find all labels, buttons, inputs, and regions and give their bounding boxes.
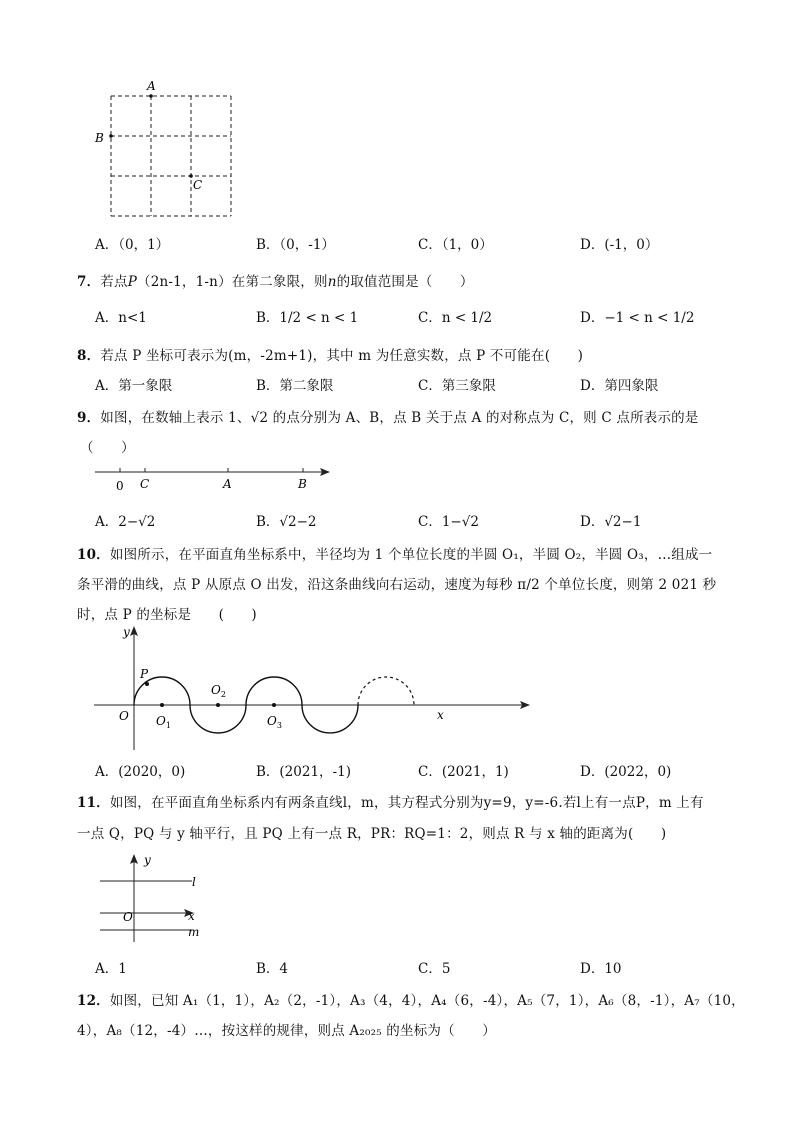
q7-n: n	[327, 274, 337, 290]
q6-option-c[interactable]: C．（1，0）	[418, 237, 493, 253]
label-a: A	[147, 79, 156, 93]
point-a	[149, 94, 153, 98]
question-7	[77, 270, 474, 290]
q11-number: 11．	[77, 795, 110, 811]
q9-option-b[interactable]: B．√2−2	[256, 514, 317, 530]
q9-option-a[interactable]: A．2−√2	[95, 514, 156, 530]
point-o1	[160, 703, 164, 707]
label-c: C	[193, 178, 203, 192]
q7-option-c[interactable]: C．n < 1/2	[418, 310, 493, 326]
question-12-line-1	[77, 989, 745, 1009]
label-c: C	[140, 477, 150, 491]
label-l: l	[192, 875, 196, 889]
q8-option-b[interactable]: B．第二象限	[256, 378, 334, 394]
label-o2: $O_2$	[211, 683, 226, 699]
q7-p: P	[127, 274, 137, 290]
label-m: m	[188, 925, 200, 939]
label-y: y	[144, 853, 151, 867]
q10-option-d[interactable]: D．(2022，0)	[580, 764, 672, 780]
label-x: x	[437, 708, 444, 722]
question-12-line-2: 4），A₈（12，-4）…，按这样的规律，则点 A₂₀₂₅ 的坐标为（ ）	[77, 1023, 496, 1039]
question-10-line-2: 条平滑的曲线，点 P 从原点 O 出发，沿这条曲线向右运动，速度为每秒 π/2 个单位长度，则第 2 021 秒	[77, 577, 717, 593]
question-10-line-1	[77, 543, 712, 563]
point-o3	[272, 703, 276, 707]
q10-option-b[interactable]: B．(2021，-1)	[256, 764, 351, 780]
q8-option-d[interactable]: D．第四象限	[580, 378, 659, 394]
point-p	[145, 682, 149, 686]
q8-option-a[interactable]: A．第一象限	[95, 378, 173, 394]
q7-text-c: 的取值范围是（ ）	[336, 274, 474, 290]
q10-option-a[interactable]: A．(2020，0)	[95, 764, 186, 780]
q11-option-d[interactable]: D．10	[580, 961, 622, 977]
semicircle-curve-dashed	[358, 677, 414, 705]
question-11-line-1	[77, 791, 704, 811]
q10-option-c[interactable]: C．(2021，1)	[418, 764, 509, 780]
label-zero: 0	[116, 479, 124, 493]
q11-line1: 如图，在平面直角坐标系内有两条直线l，m，其方程式分别为y=9，y=-6.若l上有一点P，m 上有	[109, 795, 704, 811]
grid-figure	[90, 76, 250, 226]
q11-option-b[interactable]: B．4	[256, 961, 289, 977]
label-o1: $O_1$	[156, 714, 171, 730]
question-9	[77, 406, 699, 426]
q12-line1: 如图，已知 A₁（1，1），A₂（2，-1），A₃（4，4），A₄（6，-4），A₅（7，1），A₆（8，-1），A₇（10，	[109, 993, 745, 1009]
label-o3: $O_3$	[267, 714, 282, 730]
q6-option-b[interactable]: B．（0，-1）	[256, 237, 335, 253]
label-y: y	[123, 625, 130, 639]
q7-text-b: 在第二象限，则	[231, 274, 328, 290]
q7-coords: （2n-1，1-n）	[137, 274, 232, 290]
q6-option-a[interactable]: A．（0，1）	[95, 237, 170, 253]
q9-option-d[interactable]: D．√2−1	[580, 514, 642, 530]
label-a: A	[223, 477, 232, 491]
question-8	[77, 344, 583, 364]
q9-paren: （ ）	[80, 440, 135, 456]
label-b: B	[95, 131, 104, 145]
q9-text: 如图，在数轴上表示 1、√2 的点分别为 A、B，点 B 关于点 A 的对称点为 C，则 C 点所表示的是	[100, 410, 699, 426]
q7-option-a[interactable]: A．n<1	[95, 310, 147, 326]
q12-number: 12．	[77, 993, 110, 1009]
q9-number: 9．	[77, 410, 101, 426]
q11-option-a[interactable]: A．1	[95, 961, 127, 977]
label-p: P	[140, 667, 149, 681]
q7-option-b[interactable]: B．1/2 < n < 1	[256, 310, 359, 326]
q8-number: 8．	[77, 348, 101, 364]
label-b: B	[298, 477, 307, 491]
label-origin: O	[119, 709, 129, 723]
semicircle-curve-figure	[92, 622, 452, 754]
q8-option-c[interactable]: C．第三象限	[418, 378, 496, 394]
q10-line1: 如图所示，在平面直角坐标系中，半径均为 1 个单位长度的半圆 O₁，半圆 O₂，半圆 O₃，…组成一	[109, 547, 713, 563]
q7-text-a: 若点	[100, 274, 128, 290]
label-x: x	[188, 909, 195, 923]
parallel-lines-figure	[96, 850, 216, 946]
question-10-line-3: 时，点 P 的坐标是 ( )	[77, 607, 257, 623]
q7-option-d[interactable]: D．−1 < n < 1/2	[580, 310, 695, 326]
q8-text: 若点 P 坐标可表示为(m，-2m+1)，其中 m 为任意实数，点 P 不可能在( )	[100, 348, 584, 364]
point-b	[109, 134, 113, 138]
question-11-line-2: 一点 Q，PQ 与 y 轴平行，且 PQ 上有一点 R，PR：RQ=1：2，则点 R 与 x 轴的距离为( )	[77, 826, 667, 842]
number-line-figure	[90, 460, 340, 494]
q10-number: 10．	[77, 547, 110, 563]
q11-option-c[interactable]: C．5	[418, 961, 451, 977]
q7-number: 7．	[77, 274, 101, 290]
q6-option-d[interactable]: D．(-1，0）	[580, 237, 659, 253]
q9-option-c[interactable]: C．1−√2	[418, 514, 479, 530]
point-o2	[216, 703, 220, 707]
label-origin: O	[123, 910, 133, 924]
